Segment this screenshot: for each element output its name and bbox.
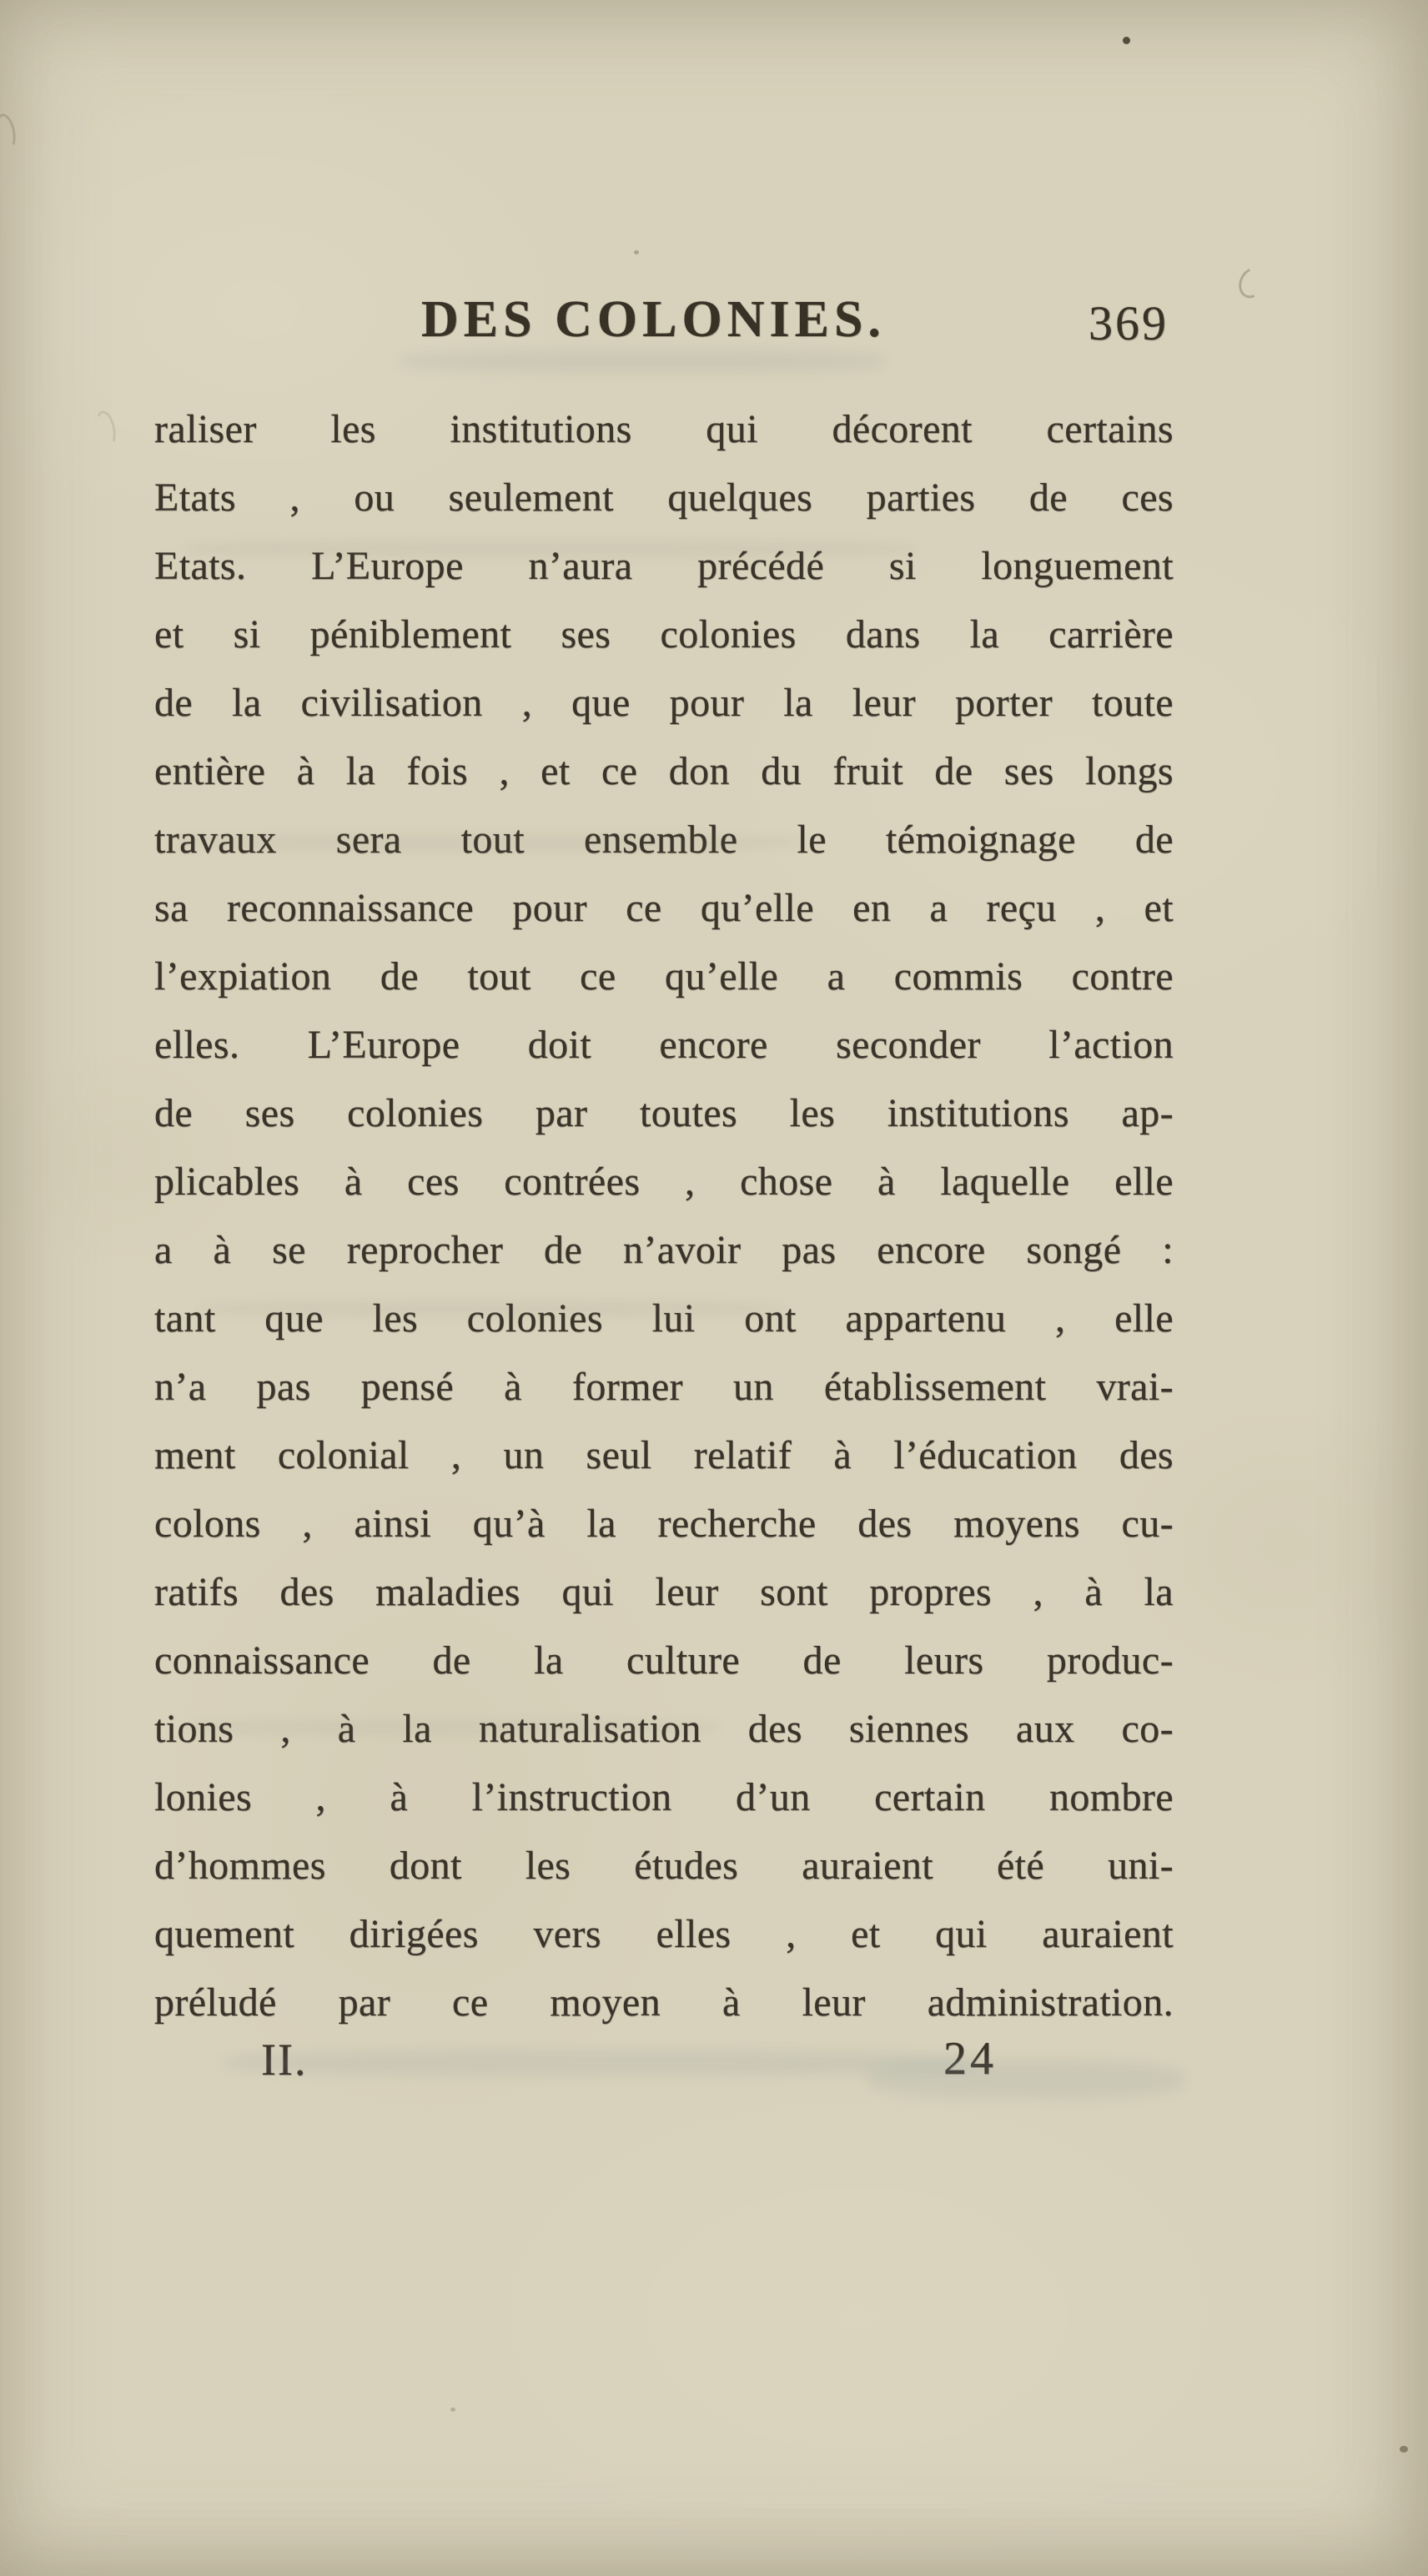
text-line: Etats. L’Europe n’aura précédé si longuement	[154, 544, 1174, 588]
text-line: sa reconnaissance pour ce qu’elle en a reçu , et	[154, 886, 1174, 930]
text-line: raliser les institutions qui décorent certains	[154, 407, 1174, 451]
ink-speck	[450, 2407, 455, 2412]
ink-speck	[1400, 2446, 1408, 2453]
text-line: connaissance de la culture de leurs produc-	[154, 1638, 1174, 1683]
text-line: ratifs des maladies qui leur sont propres , à la	[154, 1570, 1174, 1614]
text-line: elles. L’Europe doit encore seconder l’action	[154, 1023, 1174, 1067]
text-line: n’a pas pensé à former un établissement vrai-	[154, 1365, 1174, 1409]
signature-mark: 24	[943, 2033, 997, 2085]
text-line: quement dirigées vers elles , et qui auraient	[154, 1912, 1174, 1956]
text-line: colons , ainsi qu’à la recherche des moyens cu-	[154, 1502, 1174, 1546]
volume-number: II.	[261, 2035, 308, 2085]
text-line: l’expiation de tout ce qu’elle a commis contre	[154, 954, 1174, 999]
text-line: de ses colonies par toutes les institutions ap-	[154, 1091, 1174, 1135]
running-header-title: DES COLONIES.	[421, 291, 886, 348]
text-line: lonies , à l’instruction d’un certain nombre	[154, 1775, 1174, 1819]
text-line: d’hommes dont les études auraient été uni-	[154, 1844, 1174, 1888]
text-line: préludé par ce moyen à leur administration.	[154, 1980, 1174, 2025]
page-footer	[154, 2032, 1174, 2099]
text-line: a à se reprocher de n’avoir pas encore songé :	[154, 1228, 1174, 1272]
paper-fiber-mark	[0, 112, 18, 152]
text-line: tions , à la naturalisation des siennes aux co-	[154, 1707, 1174, 1751]
text-line: et si péniblement ses colonies dans la carrière	[154, 612, 1174, 657]
text-line: Etats , ou seulement quelques parties de ces	[154, 475, 1174, 520]
page-number: 369	[1089, 296, 1169, 350]
text-line: tant que les colonies lui ont appartenu , elle	[154, 1296, 1174, 1341]
text-line: plicables à ces contrées , chose à laquelle elle	[154, 1160, 1174, 1204]
ink-speck	[634, 250, 639, 254]
text-line: de la civilisation , que pour la leur porter toute	[154, 681, 1174, 725]
paper-fiber-mark	[93, 409, 119, 449]
text-line: entière à la fois , et ce don du fruit de ses longs	[154, 749, 1174, 793]
paper-fiber-mark	[1234, 263, 1270, 302]
ink-speck	[1123, 37, 1130, 44]
text-line: travaux sera tout ensemble le témoignage de	[154, 818, 1174, 862]
body-text	[154, 395, 1174, 2037]
text-line: ment colonial , un seul relatif à l’éducation des	[154, 1433, 1174, 1477]
running-head	[154, 290, 1174, 367]
